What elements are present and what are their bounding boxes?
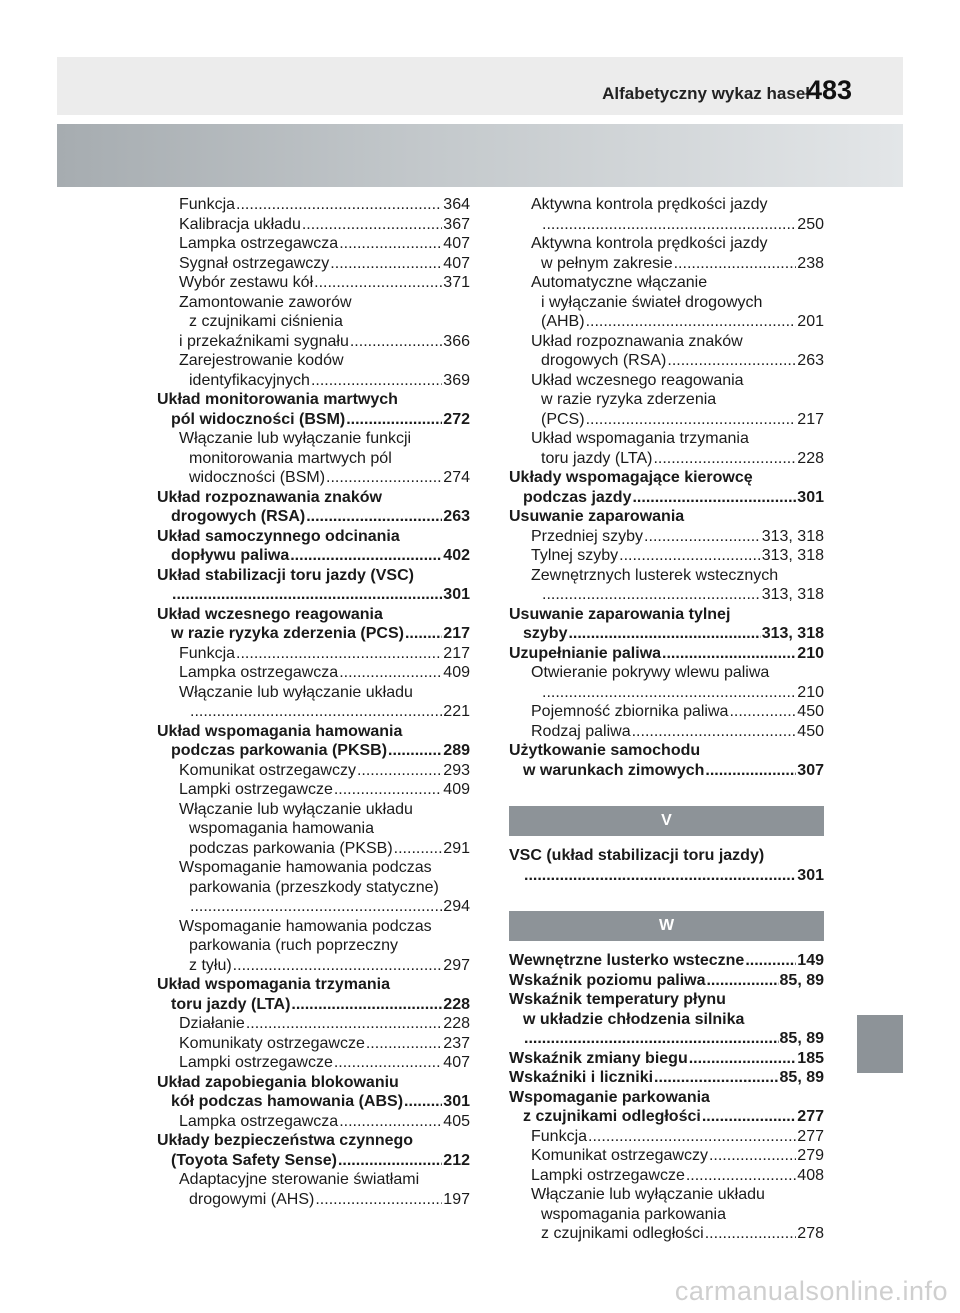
index-entry: toru jazdy (LTA) ..... 228 [157,995,470,1015]
index-entry: drogowych (RSA) ..... 263 [157,507,470,527]
index-entry: Przedniej szyby ..... 313, 318 [509,527,824,547]
index-entry: w pełnym zakresie ..... 238 [509,254,824,274]
index-entry: Wybór zestawu kół ..... 371 [157,273,470,293]
index-entry: ..... 85, 89 [509,1029,824,1049]
index-entry: ..... 210 [509,683,824,703]
section-thumb-tab [857,1015,903,1073]
index-entry: Układ monitorowania martwych [157,391,398,408]
index-entry: w razie ryzyka zderzenia (PCS) ..... 217 [157,624,470,644]
index-entry: podczas parkowania (PKSB) ..... 291 [157,839,470,859]
index-entry: Uzupełnianie paliwa ..... 210 [509,644,824,664]
index-entry: (Toyota Safety Sense) ..... 212 [157,1151,470,1171]
index-entry: Rodzaj paliwa ..... 450 [509,722,824,742]
index-entry: Układ wspomagania trzymania [531,430,749,447]
index-entry: Wspomaganie parkowania [509,1088,710,1106]
index-entry: Układ wczesnego reagowania [531,371,744,389]
index-entry: Zamontowanie zaworów [179,293,352,311]
index-entry: Układ wspomagania hamowania [157,722,403,740]
index-entry: Wskaźnik zmiany biegu ..... 185 [509,1049,824,1069]
index-entry: Sygnał ostrzegawczy ..... 407 [157,254,470,274]
index-entry: wspomagania parkowania [541,1205,726,1223]
index-entry: Układ zapobiegania blokowaniu [157,1073,399,1091]
index-entry: Wskaźniki i liczniki ..... 85, 89 [509,1068,824,1088]
index-entry: Pojemność zbiornika paliwa ..... 450 [509,702,824,722]
index-entry: Lampki ostrzegawcze ..... 409 [157,780,470,800]
index-entry: i przekaźnikami sygnału ..... 366 [157,332,470,352]
index-entry: Aktywna kontrola prędkości jazdy [531,235,768,252]
index-entry: Lampki ostrzegawcze ..... 408 [509,1166,824,1186]
index-entry: Otwieranie pokrywy wlewu paliwa [531,664,770,681]
index-entry: ..... 221 [157,702,470,722]
index-entry: Układ wspomagania trzymania [157,976,390,993]
index-entry: widoczności (BSM) ..... 274 [157,468,470,488]
index-entry: w razie ryzyka zderzenia [541,391,717,408]
index-entry: i wyłączanie świateł drogowych [541,293,763,311]
index-entry: w układzie chłodzenia silnika [523,1010,745,1028]
watermark: carmanualsonline.info [674,1276,948,1306]
index-entry: Układ samoczynnego odcinania [157,527,400,545]
index-entry: ..... 313, 318 [509,585,824,605]
index-entry: drogowymi (AHS) ..... 197 [157,1190,470,1210]
index-entry: pól widoczności (BSM) ..... 272 [157,410,470,430]
index-entry: z czujnikami odległości ..... 277 [509,1107,824,1127]
index-column-right [509,195,824,1244]
index-entry: Lampka ostrzegawcza ..... 405 [157,1112,470,1132]
index-entry: wspomagania hamowania [189,820,374,837]
index-entry: Układ stabilizacji toru jazdy (VSC) [157,566,414,584]
index-entry: Włączanie lub wyłączanie układu [531,1186,765,1203]
index-entry: Usuwanie zaparowania tylnej [509,605,731,623]
index-entry: Funkcja ..... 217 [157,644,470,664]
index-entry: (AHB) ..... 201 [509,312,824,332]
index-entry: Włączanie lub wyłączanie układu [179,683,413,701]
index-entry: Układ wczesnego reagowania [157,605,383,623]
index-entry: Użytkowanie samochodu [509,742,701,759]
index-entry: Zewnętrznych lusterek wstecznych [531,566,779,584]
index-entry: podczas jazdy ..... 301 [509,488,824,508]
index-entry: Automatyczne włączanie [531,274,708,291]
page-number: 483 [806,75,852,105]
index-entry: Wskaźnik temperatury płynu [509,991,726,1008]
index-entry: Wskaźnik poziomu paliwa ..... 85, 89 [509,971,824,991]
index-entry: Komunikaty ostrzegawcze ..... 237 [157,1034,470,1054]
index-entry: monitorowania martwych pól [189,449,392,467]
index-entry: VSC (układ stabilizacji toru jazdy) [509,847,765,864]
header-title: Alfabetyczny wykaz haseł [602,84,810,103]
index-entry: Kalibracja układu ..... 367 [157,215,470,235]
index-entry: Tylnej szyby ..... 313, 318 [509,546,824,566]
header-band [57,124,903,187]
index-entry: Działanie ..... 228 [157,1014,470,1034]
index-entry: ..... 250 [509,215,824,235]
index-entry: (PCS) ..... 217 [509,410,824,430]
index-entry: dopływu paliwa ..... 402 [157,546,470,566]
index-entry: kół podczas hamowania (ABS) ..... 301 [157,1092,470,1112]
index-entry: Aktywna kontrola prędkości jazdy [531,196,768,213]
index-entry: Adaptacyjne sterowanie światłami [179,1171,420,1188]
index-entry: szyby ..... 313, 318 [509,624,824,644]
index-entry: Układ rozpoznawania znaków [157,488,382,506]
index-entry: Wewnętrzne lusterko wsteczne ..... 149 [509,951,824,971]
index-entry: z czujnikami odległości ..... 278 [509,1224,824,1244]
index-entry: Lampka ostrzegawcza ..... 409 [157,663,470,683]
index-entry: Układ rozpoznawania znaków [531,332,743,350]
index-entry: Funkcja ..... 364 [157,195,470,215]
index-entry: Układy bezpieczeństwa czynnego [157,1132,414,1149]
index-entry: ..... 294 [157,897,470,917]
index-entry: drogowych (RSA) ..... 263 [509,351,824,371]
section-header-v: V [509,806,824,836]
index-entry: toru jazdy (LTA) ..... 228 [509,449,824,469]
index-entry: ..... 301 [509,866,824,886]
index-entry: podczas parkowania (PKSB) ..... 289 [157,741,470,761]
index-entry: w warunkach zimowych ..... 307 [509,761,824,781]
index-column-left [157,195,470,1209]
index-entry: ..... 301 [157,585,470,605]
index-entry: parkowania (przeszkody statyczne) [189,878,439,896]
index-entry: Komunikat ostrzegawczy ..... 293 [157,761,470,781]
index-entry: z tyłu) ..... 297 [157,956,470,976]
index-entry: z czujnikami ciśnienia [189,313,343,330]
index-entry: parkowania (ruch poprzeczny [189,937,398,954]
section-header-w: W [509,911,824,941]
index-entry: Usuwanie zaparowania [509,508,685,525]
index-entry: identyfikacyjnych ..... 369 [157,371,470,391]
index-entry: Wspomaganie hamowania podczas [179,917,432,935]
index-entry: Wspomaganie hamowania podczas [179,859,432,876]
index-entry: Włączanie lub wyłączanie funkcji [179,430,412,447]
index-entry: Lampka ostrzegawcza ..... 407 [157,234,470,254]
index-entry: Zarejestrowanie kodów [179,352,344,369]
index-entry: Komunikat ostrzegawczy ..... 279 [509,1146,824,1166]
index-entry: Funkcja ..... 277 [509,1127,824,1147]
index-entry: Lampki ostrzegawcze ..... 407 [157,1053,470,1073]
index-entry: Układy wspomagające kierowcę [509,469,753,486]
index-entry: Włączanie lub wyłączanie układu [179,800,413,818]
